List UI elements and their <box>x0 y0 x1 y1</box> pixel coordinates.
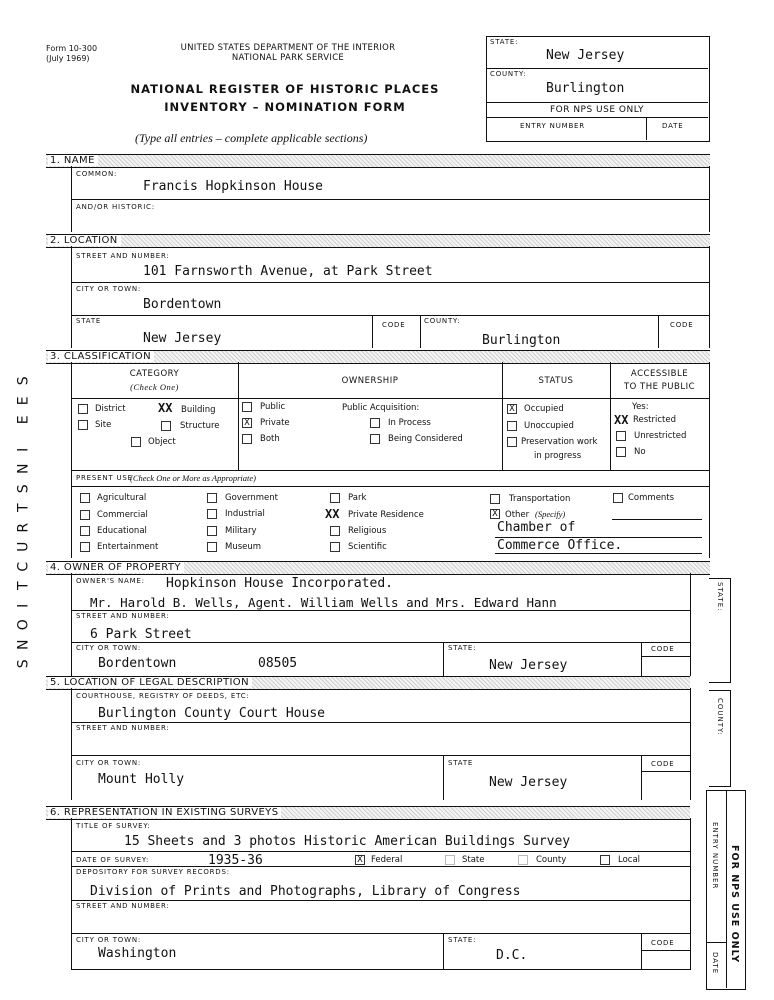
side-instructions-letter: C <box>15 559 32 572</box>
park-label: Park <box>348 493 367 503</box>
ownership-header: OWNERSHIP <box>341 376 399 386</box>
city-value: Bordentown <box>143 297 222 312</box>
status-header: STATUS <box>538 376 574 386</box>
other-checkbox[interactable]: X <box>490 509 500 519</box>
in-process-checkbox[interactable] <box>370 418 380 428</box>
public-acquisition-label: Public Acquisition: <box>342 403 420 413</box>
divider <box>71 755 690 756</box>
divider <box>71 851 690 852</box>
present-use-label: PRESENT USE <box>76 474 133 482</box>
code-label: CODE <box>382 321 406 329</box>
county-label: COUNTY: <box>424 317 461 325</box>
site-label: Site <box>95 420 112 430</box>
private-residence-label: Private Residence <box>348 510 424 520</box>
divider <box>495 553 702 554</box>
divider <box>71 610 690 611</box>
military-checkbox[interactable] <box>207 526 217 536</box>
divider <box>641 642 642 676</box>
code-label-2: CODE <box>670 321 694 329</box>
other-value-line2: Commerce Office. <box>497 538 623 553</box>
form-number: Form 10-300 <box>46 44 98 53</box>
side-instructions-letter: S <box>15 481 32 493</box>
divider <box>71 818 72 970</box>
side-county-label: COUNTY: <box>716 698 724 736</box>
survey-city-label: CITY OR TOWN: <box>76 936 142 944</box>
state-survey-label: State <box>462 855 485 865</box>
divider <box>372 315 373 348</box>
section1-title: 1. NAME <box>48 155 98 166</box>
section6-title: 6. REPRESENTATION IN EXISTING SURVEYS <box>48 807 281 818</box>
accessible-header-1: ACCESSIBLE <box>630 369 689 379</box>
side-instructions-letter: R <box>15 520 32 533</box>
no-label: No <box>634 447 646 457</box>
section-bar <box>46 234 710 248</box>
owner-name-value: Hopkinson House Incorporated. <box>166 576 393 591</box>
county-checkbox[interactable] <box>518 855 528 865</box>
legal-code-label: CODE <box>651 760 675 768</box>
federal-checkbox[interactable]: X <box>355 855 365 865</box>
divider <box>641 771 690 772</box>
survey-title-value: 15 Sheets and 3 photos Historic American Buildings Survey <box>124 834 571 849</box>
legal-street-label: STREET AND NUMBER: <box>76 724 170 732</box>
side-instructions-letter: E <box>15 393 32 405</box>
both-checkbox[interactable] <box>242 434 252 444</box>
structure-label: Structure <box>180 421 220 431</box>
depository-value: Division of Prints and Photographs, Library of Congress <box>90 884 521 899</box>
section4-title: 4. OWNER OF PROPERTY <box>48 562 184 573</box>
divider <box>706 942 726 943</box>
industrial-checkbox[interactable] <box>207 509 217 519</box>
survey-state-value: D.C. <box>496 948 528 963</box>
divider <box>646 117 647 140</box>
educational-checkbox[interactable] <box>80 526 90 536</box>
other-value-line1: Chamber of <box>497 520 576 535</box>
object-label: Object <box>148 437 176 447</box>
restricted-check-mark[interactable]: XX <box>614 413 629 427</box>
industrial-label: Industrial <box>225 509 265 519</box>
side-instructions-letter: O <box>15 617 32 631</box>
divider <box>71 470 710 471</box>
government-label: Government <box>225 493 279 503</box>
unrestricted-checkbox[interactable] <box>616 431 626 441</box>
unrestricted-label: Unrestricted <box>634 431 687 441</box>
educational-label: Educational <box>97 526 147 536</box>
section2-title: 2. LOCATION <box>48 235 121 246</box>
preservation-label: Preservation work <box>521 437 598 447</box>
divider <box>71 573 72 676</box>
section3-title: 3. CLASSIFICATION <box>48 351 154 362</box>
survey-city-value: Washington <box>98 946 177 961</box>
form-title-line2: INVENTORY – NOMINATION FORM <box>164 100 406 114</box>
public-checkbox[interactable] <box>242 402 252 412</box>
other-specify-note: (Specify) <box>535 509 566 519</box>
comments-checkbox[interactable] <box>613 493 623 503</box>
divider <box>443 755 444 800</box>
divider <box>690 818 691 970</box>
street-label: STREET AND NUMBER: <box>76 252 170 260</box>
owner-street-value: 6 Park Street <box>90 627 192 642</box>
divider <box>71 315 710 316</box>
transportation-label: Transportation <box>509 494 571 504</box>
divider <box>486 68 708 69</box>
religious-label: Religious <box>348 526 387 536</box>
commercial-checkbox[interactable] <box>80 510 90 520</box>
owner-code-label: CODE <box>651 645 675 653</box>
park-checkbox[interactable] <box>330 493 340 503</box>
category-header: CATEGORY <box>129 369 180 379</box>
corner-state-value: New Jersey <box>546 48 625 63</box>
state-label: STATE <box>76 317 102 325</box>
side-instructions-letter: T <box>15 579 32 591</box>
divider <box>443 933 444 969</box>
side-instructions-letter: E <box>15 413 32 425</box>
side-instructions-letter: T <box>15 501 32 513</box>
occupied-checkbox[interactable]: X <box>507 404 517 414</box>
side-nps-label: FOR NPS USE ONLY <box>729 845 740 964</box>
government-checkbox[interactable] <box>207 493 217 503</box>
side-date-label: DATE <box>711 952 719 975</box>
accessible-header-2: TO THE PUBLIC <box>623 382 696 392</box>
divider <box>71 199 710 200</box>
owner-zip-value: 08505 <box>258 656 298 671</box>
private-residence-check-mark[interactable]: XX <box>325 507 340 521</box>
private-checkbox[interactable]: X <box>242 418 252 428</box>
county-value: Burlington <box>482 333 561 348</box>
divider <box>641 933 642 969</box>
legal-city-value: Mount Holly <box>98 772 185 787</box>
state-value: New Jersey <box>143 331 222 346</box>
in-progress-label: in progress <box>534 451 582 461</box>
both-label: Both <box>260 434 280 444</box>
divider <box>709 246 710 348</box>
divider <box>71 933 690 934</box>
side-instructions-letter: I <box>15 445 32 452</box>
divider <box>71 642 690 643</box>
owner-city-label: CITY OR TOWN: <box>76 644 142 652</box>
entertainment-label: Entertainment <box>97 542 159 552</box>
divider <box>726 790 727 988</box>
being-considered-label: Being Considered <box>388 434 463 444</box>
divider <box>690 688 691 800</box>
city-label: CITY OR TOWN: <box>76 285 142 293</box>
divider <box>71 722 690 723</box>
courthouse-label: COURTHOUSE, REGISTRY OF DEEDS, ETC: <box>76 692 250 700</box>
side-entry-label: ENTRY NUMBER <box>711 822 719 890</box>
county-survey-label: County <box>536 855 567 865</box>
side-instructions-text <box>14 370 34 673</box>
object-checkbox[interactable] <box>131 437 141 447</box>
local-checkbox[interactable] <box>600 855 610 865</box>
museum-checkbox[interactable] <box>207 542 217 552</box>
department-name: UNITED STATES DEPARTMENT OF THE INTERIOR <box>180 43 396 53</box>
occupied-label: Occupied <box>524 404 564 414</box>
divider <box>420 315 421 348</box>
local-survey-label: Local <box>618 855 641 865</box>
scientific-checkbox[interactable] <box>330 542 340 552</box>
preservation-checkbox[interactable] <box>507 437 517 447</box>
survey-code-label: CODE <box>651 939 675 947</box>
form-title-line1: NATIONAL REGISTER OF HISTORIC PLACES <box>130 82 440 96</box>
side-instructions-letter: I <box>15 601 32 608</box>
divider <box>71 282 710 283</box>
divider <box>486 102 708 103</box>
divider <box>612 519 702 520</box>
other-label: Other <box>505 510 530 520</box>
site-checkbox[interactable] <box>78 420 88 430</box>
owner-name-label: OWNER'S NAME: <box>76 577 145 585</box>
divider <box>71 486 710 487</box>
side-state-label: STATE: <box>716 582 724 612</box>
side-instructions-letter: U <box>15 539 32 552</box>
category-subheader: (Check One) <box>130 382 179 392</box>
divider <box>641 656 690 657</box>
divider <box>641 755 642 800</box>
survey-street-label: STREET AND NUMBER: <box>76 902 170 910</box>
common-name-value: Francis Hopkinson House <box>143 179 324 194</box>
survey-date-value: 1935-36 <box>208 853 263 868</box>
divider <box>690 573 691 676</box>
museum-label: Museum <box>225 542 262 552</box>
corner-county-label: COUNTY: <box>490 70 527 78</box>
street-value: 101 Farnsworth Avenue, at Park Street <box>143 264 433 279</box>
survey-date-label: DATE OF SURVEY: <box>76 856 150 864</box>
district-checkbox[interactable] <box>78 404 88 414</box>
yes-label: Yes: <box>632 402 649 412</box>
federal-label: Federal <box>371 855 403 865</box>
unoccupied-checkbox[interactable] <box>507 421 517 431</box>
divider <box>71 900 690 901</box>
corner-county-value: Burlington <box>546 81 625 96</box>
state-checkbox[interactable] <box>445 855 455 865</box>
scientific-label: Scientific <box>348 542 387 552</box>
present-use-note: (Check One or More as Appropriate) <box>130 473 256 483</box>
commercial-label: Commercial <box>97 510 148 520</box>
form-date: (July 1969) <box>46 54 90 63</box>
divider <box>443 642 444 676</box>
being-considered-checkbox[interactable] <box>370 434 380 444</box>
building-check-mark[interactable]: XX <box>158 401 173 415</box>
side-instructions-letter: S <box>15 374 32 386</box>
section-bar <box>46 154 710 168</box>
unoccupied-label: Unoccupied <box>524 421 574 431</box>
divider <box>71 969 690 970</box>
divider <box>709 362 710 558</box>
depository-label: DEPOSITORY FOR SURVEY RECORDS: <box>76 868 230 876</box>
date-label: DATE <box>662 122 684 130</box>
service-name: NATIONAL PARK SERVICE <box>231 53 345 63</box>
owner-name-value-2: Mr. Harold B. Wells, Agent. William Wells and Mrs. Edward Hann <box>90 595 557 610</box>
instructions-note: (Type all entries – complete applicable sections) <box>135 131 368 145</box>
entertainment-checkbox[interactable] <box>80 542 90 552</box>
survey-state-label: STATE: <box>448 936 477 944</box>
owner-city-value: Bordentown <box>98 656 177 671</box>
agricultural-checkbox[interactable] <box>80 493 90 503</box>
agricultural-label: Agricultural <box>97 493 147 503</box>
divider <box>71 688 72 800</box>
legal-city-label: CITY OR TOWN: <box>76 759 142 767</box>
divider <box>641 950 690 951</box>
owner-street-label: STREET AND NUMBER: <box>76 612 170 620</box>
legal-state-label: STATE <box>448 759 474 767</box>
side-instructions-letter: N <box>15 637 32 650</box>
divider <box>486 117 708 118</box>
entry-number-label: ENTRY NUMBER <box>520 122 585 130</box>
courthouse-value: Burlington County Court House <box>98 706 325 721</box>
in-process-label: In Process <box>388 418 431 428</box>
divider <box>71 246 72 348</box>
common-label: COMMON: <box>76 170 118 178</box>
transportation-checkbox[interactable] <box>490 494 500 504</box>
divider <box>658 315 659 348</box>
survey-title-label: TITLE OF SURVEY: <box>76 822 151 830</box>
historic-label: AND/OR HISTORIC: <box>76 203 155 211</box>
nps-use-label: FOR NPS USE ONLY <box>549 105 645 115</box>
divider <box>71 398 710 399</box>
public-label: Public <box>260 402 286 412</box>
legal-state-value: New Jersey <box>489 775 568 790</box>
private-label: Private <box>260 418 290 428</box>
section5-title: 5. LOCATION OF LEGAL DESCRIPTION <box>48 677 252 688</box>
building-label: Building <box>181 405 216 415</box>
structure-checkbox[interactable] <box>161 421 171 431</box>
religious-checkbox[interactable] <box>330 526 340 536</box>
corner-state-label: STATE: <box>490 38 519 46</box>
restricted-label: Restricted <box>633 415 677 425</box>
divider <box>71 866 690 867</box>
side-instructions-letter: N <box>15 461 32 474</box>
no-checkbox[interactable] <box>616 447 626 457</box>
side-instructions-letter: S <box>15 657 32 669</box>
district-label: District <box>95 404 126 414</box>
comments-label: Comments <box>628 493 675 503</box>
military-label: Military <box>225 526 257 536</box>
owner-state-value: New Jersey <box>489 658 568 673</box>
owner-state-label: STATE: <box>448 644 477 652</box>
side-instructions <box>14 370 34 669</box>
